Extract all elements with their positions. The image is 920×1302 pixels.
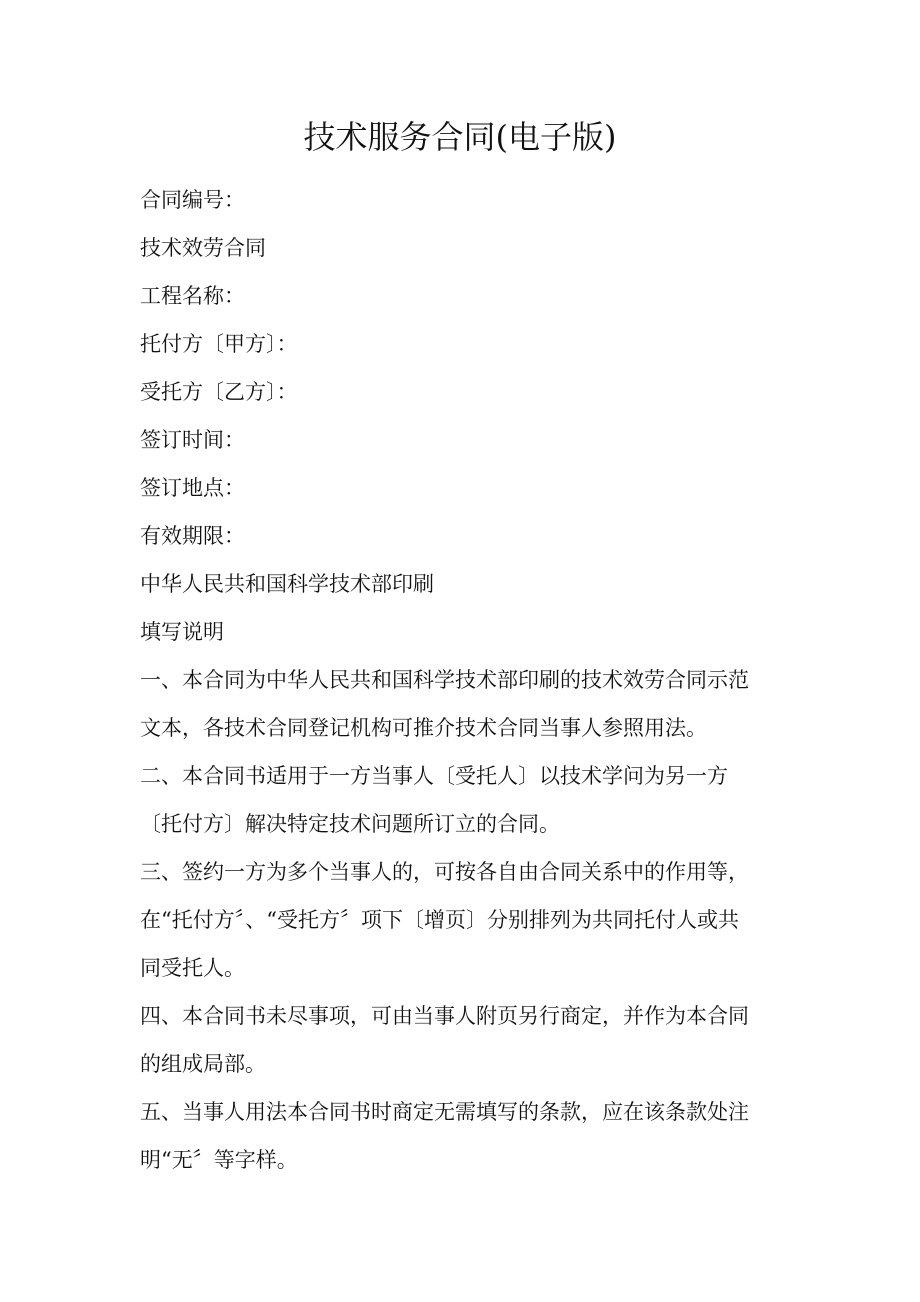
document-body xyxy=(140,176,800,1184)
instruction-item-1 xyxy=(140,656,800,752)
instruction-line: 明“无〞等字样。 xyxy=(140,1148,298,1172)
field-contract-number: 合同编号： xyxy=(140,188,245,212)
instruction-line: 〔托付方〕解决特定技术问题所订立的合同。 xyxy=(140,812,560,836)
instruction-line: 同受托人。 xyxy=(140,956,245,980)
document-title: 技术服务合同(电子版) xyxy=(303,118,617,156)
field-party-b: 受托方〔乙方〕： xyxy=(140,380,298,404)
instruction-line: 的组成局部。 xyxy=(140,1052,266,1076)
field-contract-type: 技术效劳合同 xyxy=(140,236,266,260)
instruction-item-3 xyxy=(140,848,800,992)
instruction-line: 文本，各技术合同登记机构可推介技术合同当事人参照用法。 xyxy=(140,716,707,740)
instruction-line: 五、当事人用法本合同书时商定无需填写的条款，应在该条款处注 xyxy=(140,1100,749,1124)
instruction-item-2 xyxy=(140,752,800,848)
publisher-line: 中华人民共和国科学技术部印刷 xyxy=(140,572,434,596)
instruction-line: 一、本合同为中华人民共和国科学技术部印刷的技术效劳合同示范 xyxy=(140,668,749,692)
field-project-name: 工程名称： xyxy=(140,284,245,308)
field-signing-place: 签订地点： xyxy=(140,476,245,500)
instruction-line: 四、本合同书未尽事项，可由当事人附页另行商定，并作为本合同 xyxy=(140,1004,749,1028)
instruction-line: 在“托付方〞、“受托方〞项下〔增页〕分别排列为共同托付人或共 xyxy=(140,908,739,932)
instruction-item-4 xyxy=(140,992,800,1088)
instructions-heading: 填写说明 xyxy=(140,620,224,644)
field-party-a: 托付方〔甲方〕： xyxy=(140,332,298,356)
field-validity-period: 有效期限： xyxy=(140,524,245,548)
instruction-line: 三、签约一方为多个当事人的，可按各自由合同关系中的作用等， xyxy=(140,860,749,884)
instruction-item-5 xyxy=(140,1088,800,1184)
field-signing-time: 签订时间： xyxy=(140,428,245,452)
instruction-line: 二、本合同书适用于一方当事人〔受托人〕以技术学问为另一方 xyxy=(140,764,728,788)
